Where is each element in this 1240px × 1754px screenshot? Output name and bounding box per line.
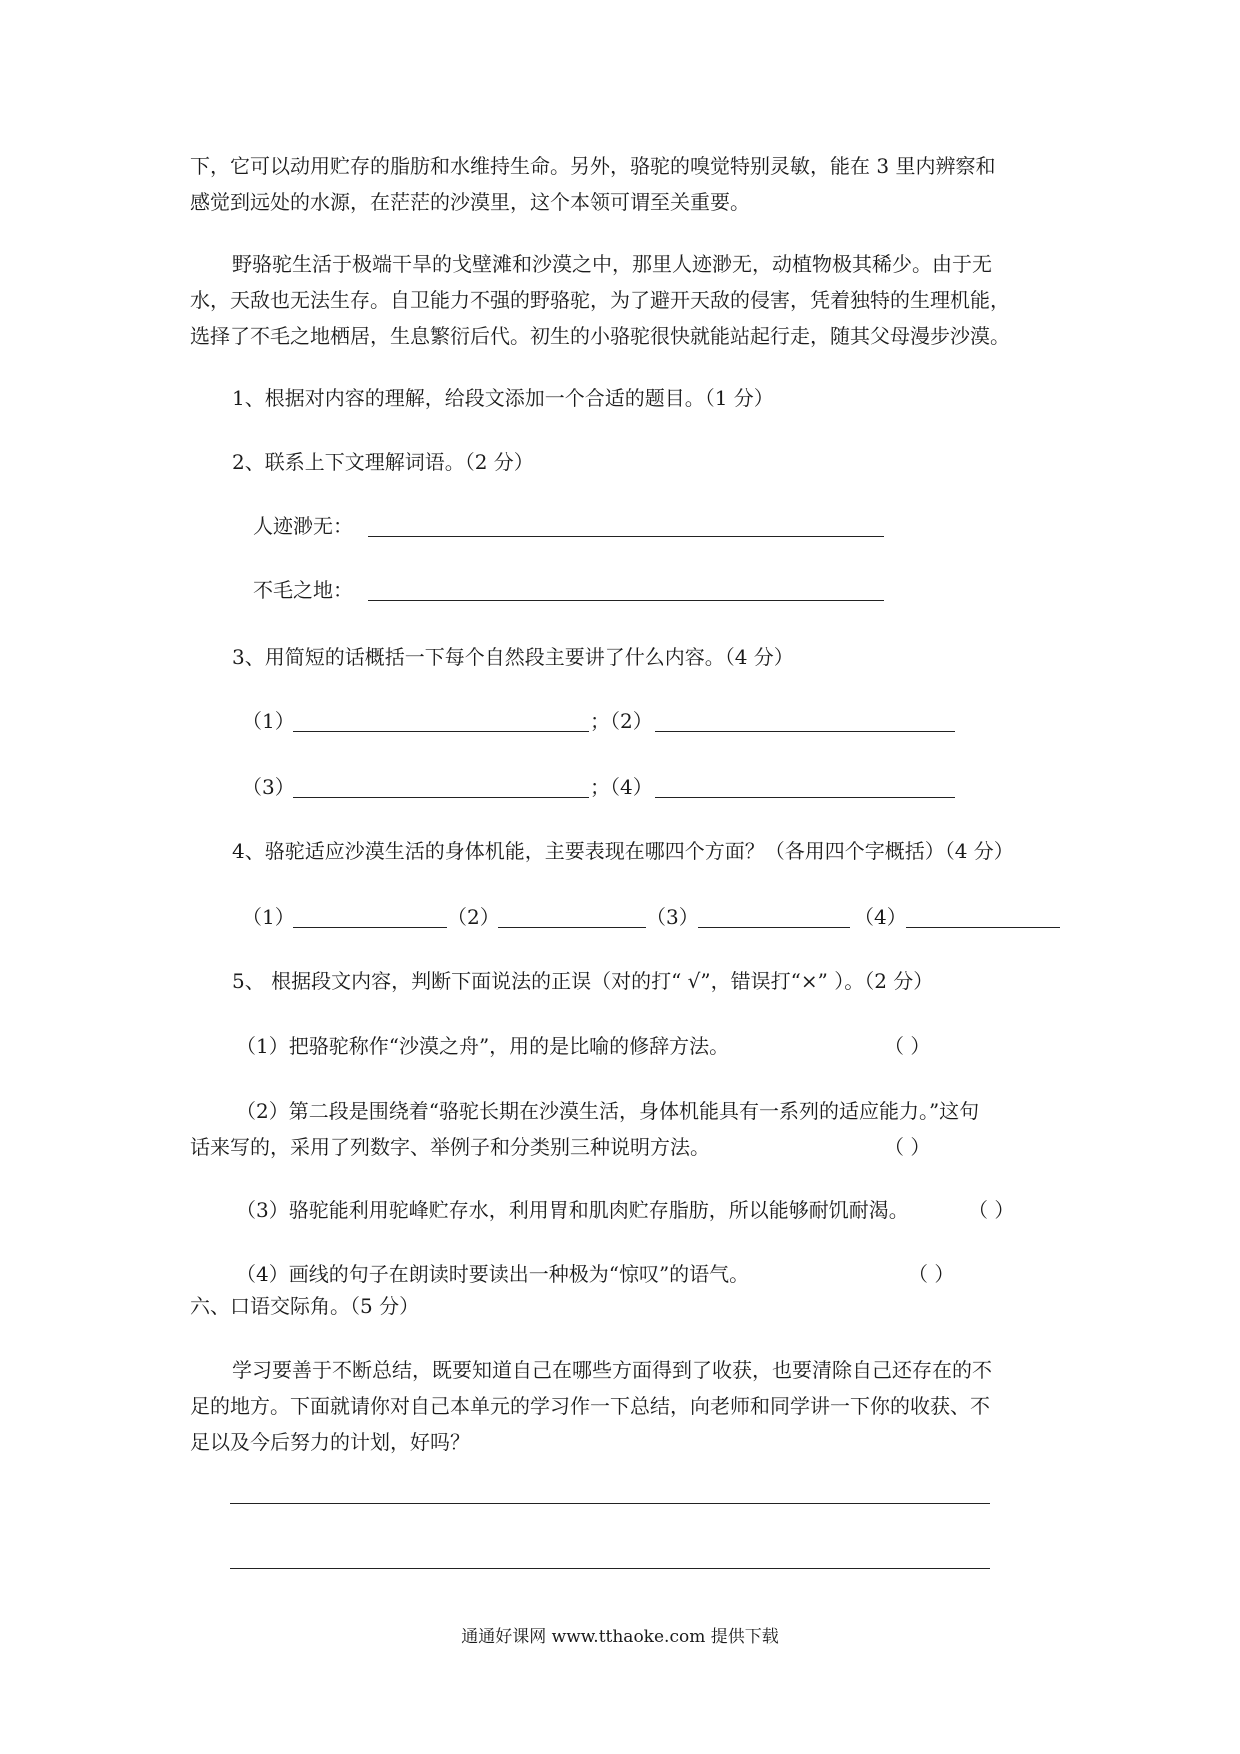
- section-6-line2: 足的地方。下面就请你对自己本单元的学习作一下总结，向老师和同学讲一下你的收获、不: [190, 1394, 990, 1418]
- q4-item-1-label: （1）: [242, 905, 295, 929]
- q4-item-4-label: （4）: [854, 905, 907, 929]
- q5-statement-1-answer-box[interactable]: （ ）: [884, 1034, 931, 1058]
- question-5: 5、 根据段文内容，判断下面说法的正误（对的打“ √”，错误打“×” ）。（2 分）: [232, 969, 934, 993]
- passage-p1-line1: 下，它可以动用贮存的脂肪和水维持生命。另外，骆驼的嗅觉特别灵敏，能在 3 里内辨察和: [190, 154, 996, 178]
- q4-item-2-label: （2）: [447, 905, 500, 929]
- q5-statement-3-answer-box[interactable]: （ ）: [968, 1198, 1015, 1222]
- q5-statement-1: （1）把骆驼称作“沙漠之舟”，用的是比喻的修辞方法。: [236, 1034, 730, 1058]
- passage-p2-line2: 水，天敌也无法生存。自卫能力不强的野骆驼，为了避开天敌的侵害，凭着独特的生理机能，: [190, 288, 1010, 312]
- q3-item-1-answer-line[interactable]: [293, 731, 589, 732]
- q3-item-2-answer-line[interactable]: [655, 731, 955, 732]
- question-4: 4、骆驼适应沙漠生活的身体机能，主要表现在哪四个方面？（各用四个字概括）（4 分）: [232, 839, 1014, 863]
- section-6-line3: 足以及今后努力的计划，好吗？: [190, 1430, 470, 1454]
- q4-item-4-answer-line[interactable]: [906, 927, 1060, 928]
- passage-p1-line2: 感觉到远处的水源，在茫茫的沙漠里，这个本领可谓至关重要。: [190, 190, 750, 214]
- question-3: 3、用简短的话概括一下每个自然段主要讲了什么内容。（4 分）: [232, 645, 794, 669]
- q5-statement-4: （4）画线的句子在朗读时要读出一种极为“惊叹”的语气。: [236, 1262, 750, 1286]
- q5-statement-2-line2: 话来写的，采用了列数字、举例子和分类别三种说明方法。: [190, 1135, 710, 1159]
- q4-item-2-answer-line[interactable]: [498, 927, 646, 928]
- section-6-answer-line-2[interactable]: [230, 1568, 990, 1569]
- q5-statement-2-answer-box[interactable]: （ ）: [884, 1135, 931, 1159]
- q2-term-2-answer-line[interactable]: [368, 600, 884, 601]
- q4-item-3-label: （3）: [646, 905, 699, 929]
- q2-term-1-answer-line[interactable]: [368, 536, 884, 537]
- q3-item-3-label: （3）: [242, 775, 295, 799]
- q4-item-1-answer-line[interactable]: [293, 927, 447, 928]
- passage-p2-line1: 野骆驼生活于极端干旱的戈壁滩和沙漠之中，那里人迹渺无，动植物极其稀少。由于无: [232, 252, 992, 276]
- q4-item-3-answer-line[interactable]: [698, 927, 850, 928]
- q2-term-1-label: 人迹渺无：: [253, 514, 353, 538]
- passage-p2-line3: 选择了不毛之地栖居，生息繁衍后代。初生的小骆驼很快就能站起行走，随其父母漫步沙漠。: [190, 324, 1010, 348]
- q3-item-2-label: ；（2）: [590, 709, 653, 733]
- q3-item-4-answer-line[interactable]: [655, 797, 955, 798]
- section-6-title: 六、口语交际角。（5 分）: [190, 1294, 420, 1318]
- page-footer: 通通好课网 www.tthaoke.com 提供下载: [461, 1627, 779, 1647]
- q3-item-4-label: ；（4）: [590, 775, 653, 799]
- q2-term-2-label: 不毛之地：: [253, 578, 353, 602]
- q5-statement-2-line1: （2）第二段是围绕着“骆驼长期在沙漠生活，身体机能具有一系列的适应能力。”这句: [236, 1099, 980, 1123]
- section-6-line1: 学习要善于不断总结，既要知道自己在哪些方面得到了收获，也要清除自己还存在的不: [232, 1358, 992, 1382]
- q5-statement-4-answer-box[interactable]: （ ）: [908, 1262, 955, 1286]
- question-1: 1、根据对内容的理解，给段文添加一个合适的题目。（1 分）: [232, 386, 774, 410]
- q3-item-3-answer-line[interactable]: [293, 797, 589, 798]
- section-6-answer-line-1[interactable]: [230, 1503, 990, 1504]
- q3-item-1-label: （1）: [242, 709, 295, 733]
- q5-statement-3: （3）骆驼能利用驼峰贮存水，利用胃和肌肉贮存脂肪，所以能够耐饥耐渴。: [236, 1198, 909, 1222]
- question-2: 2、联系上下文理解词语。（2 分）: [232, 450, 534, 474]
